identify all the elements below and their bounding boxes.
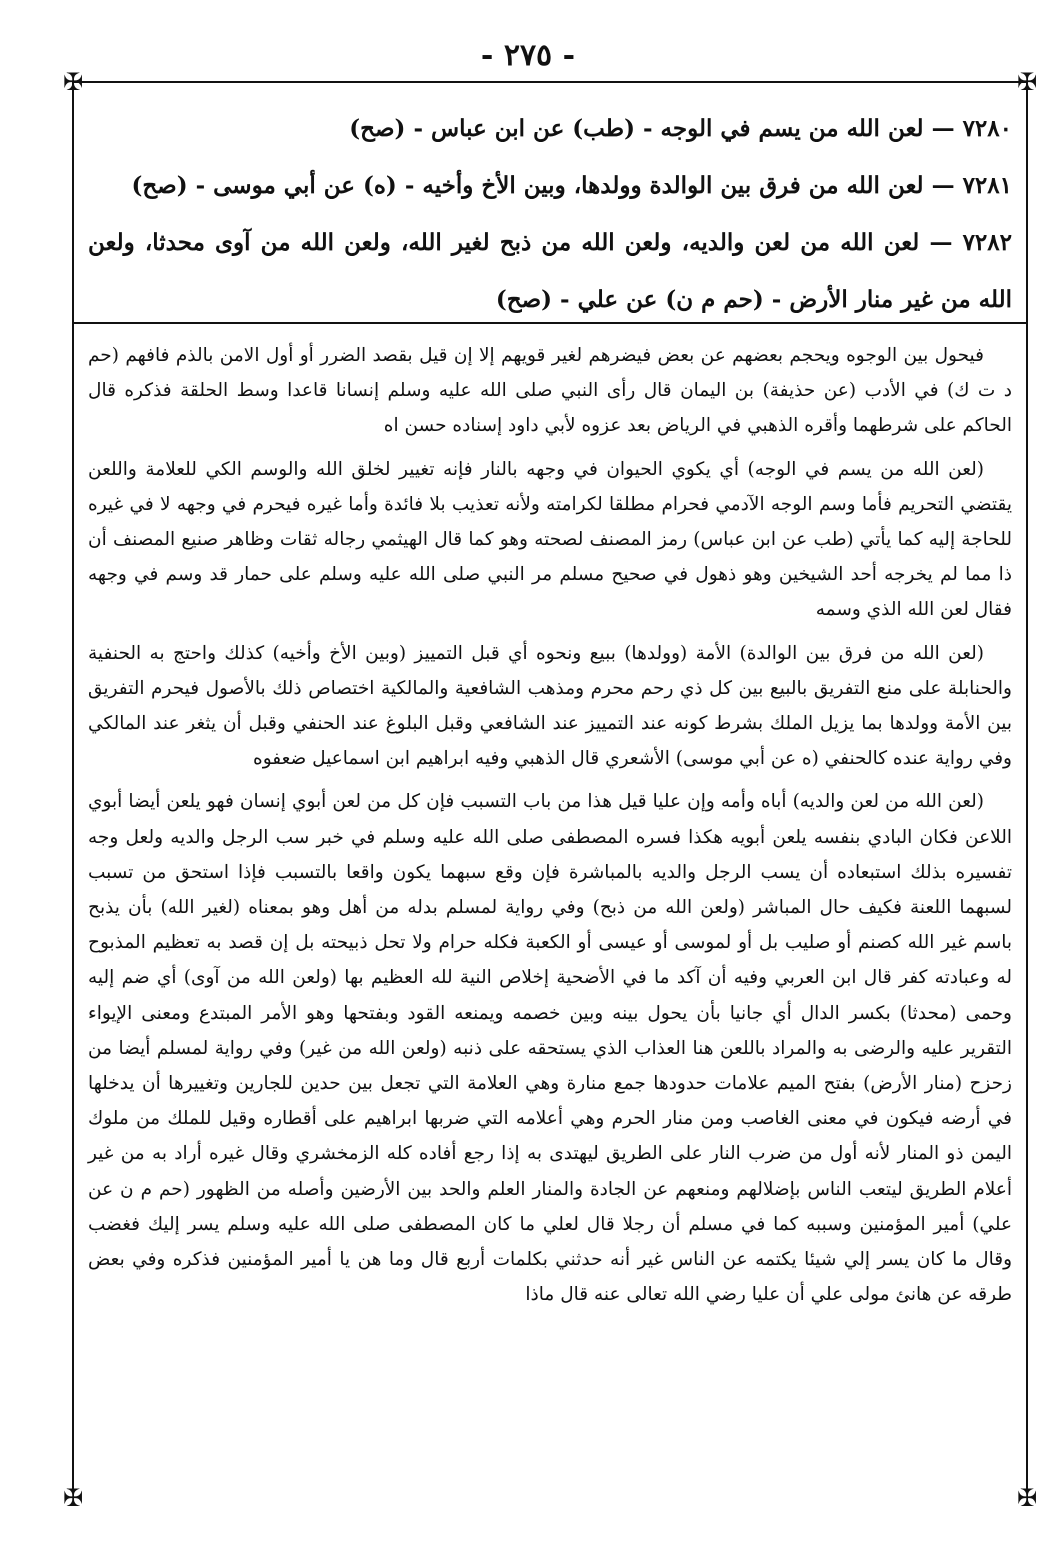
commentary-paragraph: (لعن الله من يسم في الوجه) أي يكوي الحيوان في وجهه بالنار فإنه تغيير لخلق الله والوسم الكي للعلامة واللعن يقتضي التحريم فأما وسم الوجه الآدمي فحرام مطلقا لكرامته ولأنه تعذيب بلا فائدة وأما غيره فيحرم في وجهه لا في غيره للحاجة إليه كما يأتي (طب عن ابن عباس) رمز المصنف لصحته وهو كما قال الهيثمي رجاله ثقات وظاهر صنيع المصنف أن ذا مما لم يخرجه أحد الشيخين وهو ذهول في صحيح مسلم مر النبي صلى الله عليه وسلم على حمار قد وسم في وجهه فقال لعن الله الذي وسمه bbox=[88, 458, 1012, 621]
commentary-paragraph: (لعن الله من فرق بين الوالدة) الأمة (وولدها) ببيع ونحوه أي قبل التمييز (وبين الأخ وأخيه) كذلك واحتج به الحنفية والحنابلة على منع التفريق بالبيع بين كل ذي رحم محرم ومذهب الشافعية والمالكية اختصاص ذلك بالأصول فيحرم التفريق بين الأمة وولدها بما يزيل الملك بشرط كونه عند التمييز عند الشافعي وقبل البلوغ عند الحنفي وقبل أن يثغر عند المالكي وفي رواية عنده كالحنفي (ه عن أبي موسى) الأشعري قال الذهبي وفيه ابراهيم ابن اسماعيل ضعفوه bbox=[88, 642, 1012, 770]
hadith-number: ٧٢٨٢ bbox=[962, 229, 1012, 256]
hadith-entry: ٧٢٨٠ — لعن الله من يسم في الوجه - (طب) عن ابن عباس - (صح) bbox=[349, 115, 1012, 142]
corner-ornament-icon: ✠ bbox=[62, 68, 84, 96]
hadith-list bbox=[88, 100, 1012, 328]
hadith-text: لعن الله من فرق بين الوالدة وولدها، وبين الأخ وأخيه - (ه) عن أبي موسى - (صح) bbox=[131, 172, 924, 199]
commentary-paragraph: فيحول بين الوجوه ويحجم بعضهم عن بعض فيضرهم لغير قويهم إلا إن قيل بقصد الضرر أو أول الامن بالذم فافهم (حم د ت ك) في الأدب (عن حذيفة) بن اليمان قال رأى النبي صلى الله عليه وسلم إنسانا قاعدا وسط الحلقة فذكره قال الحاكم على شرطهما وأقره الذهبي في الرياض بعد عزوه لأبي داود إسناده حسن اه bbox=[88, 345, 1012, 437]
commentary-paragraph: (لعن الله من لعن والديه) أباه وأمه وإن عليا قيل هذا من باب التسبب فإن كل من لعن أبوي إنسان فهو يلعن أيضا أبوي اللاعن فكان البادي بنفسه يلعن أبويه هكذا فسره المصطفى صلى الله عليه وسلم في خبر سب الرجل والديه ولعل وجه تفسيره بذلك استبعاده أن يسب الرجل والديه بالمباشرة فإن وقع سبهما يكون واقعا بالتسبب فإذا استحق من تسبب لسبهما اللعنة فكيف حال المباشر (ولعن الله من ذبح) وفي رواية لمسلم بدله من أهل وهو بمعناه (لغير الله) بأن يذبح باسم غير الله كصنم أو صليب بل أو لموسى أو عيسى أو الكعبة فكله حرام ولا تحل ذبيحته بل إن قصد به تعظيم المذبوح له وعبادته كفر قال ابن العربي وفيه أن آكد ما في الأضحية إخلاص النية لله العظيم بها (ولعن الله من آوى) أي ضم إليه وحمى (محدثا) بكسر الدال أي جانيا بأن يحول بينه وبين خصمه ويمنعه القود وبفتحها وهو الأمر المبتدع ومعنى الإيواء التقرير عليه والرضى به والمراد باللعن هنا العذاب الذي يستحقه على ذنبه (ولعن الله من غير) وفي رواية لمسلم أيضا من زحزح (منار الأرض) بفتح الميم علامات حدودها جمع منارة وهي العلامة التي تجعل بين حدين للجارين وتغييرها أن يدخلها في أرضه فيكون في معنى الغاصب ومن منار الحرم وهي أعلامه التي ضربها ابراهيم على أقطاره وقيل للملك من ملوك اليمن ذو المنار لأنه أول من ضرب النار على الطريق ليهتدى به إذا رجع أفاده كله الزمخشري وقال غيره أراد به من غير أعلام الطريق ليتعب الناس بإضلالهم ومنعهم عن الجادة والمنار العلم والحد بين الأرضين وأصله من الظهور (حم م ن عن علي) أمير المؤمنين وسببه كما في مسلم أن رجلا قال لعلي ما كان المصطفى صلى الله عليه وسلم يسر إليك فغضب وقال ما كان يسر إلي شيئا يكتمه عن الناس غير أنه حدثني بكلمات أربع قال وما هن يا أمير المؤمنين فذكره وفي بعض طرقه عن هانئ مولى علي أن عليا رضي الله تعالى عنه قال ماذا bbox=[88, 791, 1012, 1306]
hadith-text: لعن الله من لعن والديه، ولعن الله من ذبح لغير الله، ولعن الله من آوى محدثا، ولعن الله من غير منار الأرض - (حم م ن) عن علي - (صح) bbox=[88, 229, 1012, 313]
frame-right-border bbox=[1026, 81, 1028, 1491]
page-number: - ٢٧٥ - bbox=[480, 38, 576, 73]
commentary-section bbox=[88, 338, 1012, 1320]
hadith-text: لعن الله من يسم في الوجه - (طب) عن ابن عباس - (صح) bbox=[349, 115, 924, 142]
corner-ornament-icon: ✠ bbox=[62, 1484, 84, 1512]
frame-left-border bbox=[72, 81, 74, 1491]
hadith-entry: ٧٢٨١ — لعن الله من فرق بين الوالدة وولدها، وبين الأخ وأخيه - (ه) عن أبي موسى - (صح) bbox=[131, 172, 1012, 199]
corner-ornament-icon: ✠ bbox=[1016, 68, 1038, 96]
hadith-number: ٧٢٨١ bbox=[962, 172, 1012, 199]
corner-ornament-icon: ✠ bbox=[1016, 1484, 1038, 1512]
section-divider bbox=[72, 322, 1027, 324]
frame-top-border bbox=[72, 81, 1027, 83]
hadith-number: ٧٢٨٠ bbox=[962, 115, 1012, 142]
hadith-entry: ٧٢٨٢ — لعن الله من لعن والديه، ولعن الله من ذبح لغير الله، ولعن الله من آوى محدثا، ولعن الله من غير منار الأرض - (حم م ن) عن علي - (صح) bbox=[88, 229, 1012, 313]
